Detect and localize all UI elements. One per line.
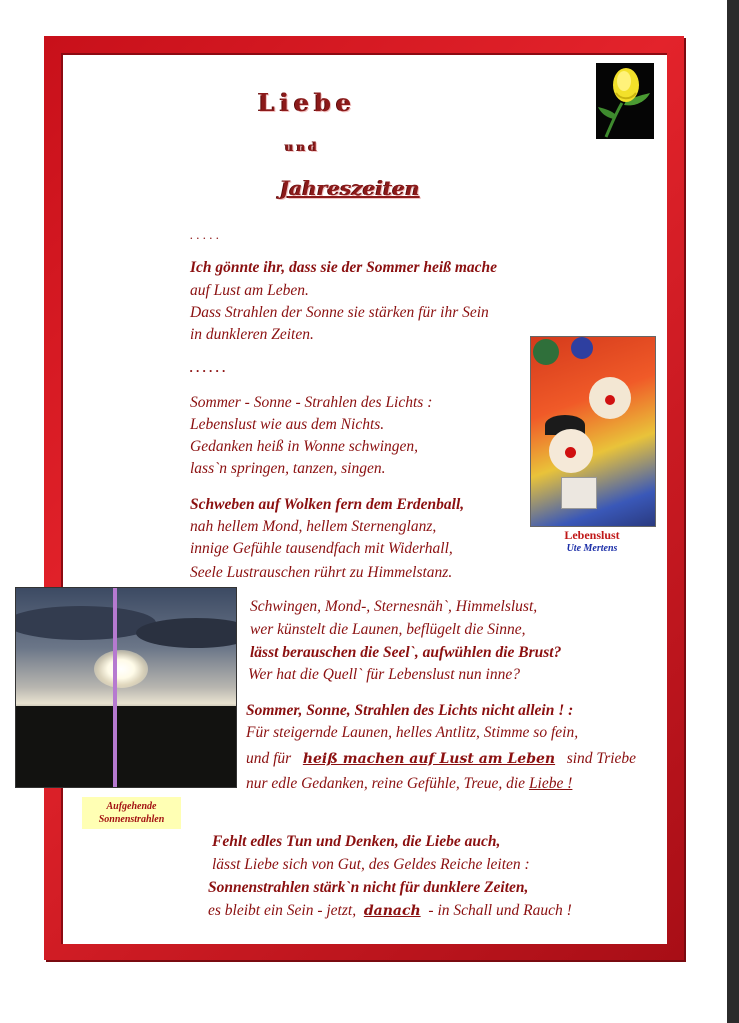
stanza1-line2: auf Lust am Leben. bbox=[190, 282, 309, 299]
stanza2-line1: Sommer - Sonne - Strahlen des Lichts : bbox=[190, 394, 433, 411]
stanza4-line4: Wer hat die Quell` für Lebenslust nun inne? bbox=[248, 666, 520, 683]
stanza6-danach: danach bbox=[363, 903, 421, 919]
sunrise-photo-image bbox=[15, 587, 237, 788]
title-und: und bbox=[285, 140, 320, 154]
clown-caption-title: Lebenslust bbox=[564, 528, 620, 542]
stanza6-line4-start: es bleibt ein Sein - jetzt, bbox=[208, 902, 357, 919]
sunrise-caption-line2: Sonnenstrahlen bbox=[98, 814, 165, 825]
stanza6-line1: Fehlt edles Tun und Denken, die Liebe auch, bbox=[212, 833, 501, 850]
stanza4-line2: wer künstelt die Launen, beflügelt die Sinne, bbox=[250, 621, 526, 638]
sunrise-caption bbox=[82, 797, 181, 829]
stanza5-line3-start: und für bbox=[246, 750, 292, 767]
stanza5-line4-liebe: Liebe ! bbox=[528, 775, 573, 792]
stanza5-line4 bbox=[246, 775, 572, 793]
stanza2-line3: Gedanken heiß in Wonne schwingen, bbox=[190, 438, 419, 455]
ellipsis-1: . . . . . bbox=[190, 227, 220, 242]
stanza6-line4-end: - in Schall und Rauch ! bbox=[428, 902, 572, 919]
title-jahreszeiten: Jahreszeiten bbox=[280, 176, 420, 200]
stanza1-line1: Ich gönnte ihr, dass sie der Sommer heiß mache bbox=[190, 259, 498, 276]
stanza2-line4: lass`n springen, tanzen, singen. bbox=[190, 460, 386, 477]
stanza3-line2: nah hellem Mond, hellem Sternenglanz, bbox=[190, 518, 437, 535]
clown-caption-artist: Ute Mertens bbox=[566, 543, 618, 554]
stanza4-line3: lässt berauschen die Seel`, aufwühlen die Brust? bbox=[250, 644, 562, 661]
stanza2-line2: Lebenslust wie aus dem Nichts. bbox=[190, 416, 385, 433]
ellipsis-2: . . . . . . bbox=[190, 360, 226, 375]
stanza6-line2: lässt Liebe sich von Gut, des Geldes Reiche leiten : bbox=[212, 856, 530, 873]
yellow-rose-image bbox=[596, 63, 654, 139]
stanza3-line4: Seele Lustrauschen rührt zu Himmelstanz. bbox=[190, 564, 453, 581]
stanza5-line3 bbox=[246, 750, 636, 768]
sunrise-caption-line1: Aufgehende bbox=[106, 801, 157, 812]
stanza6-line3: Sonnenstrahlen stärk`n nicht für dunklere Zeiten, bbox=[208, 879, 529, 896]
stanza6-line4 bbox=[208, 902, 572, 920]
stanza5-fancy-phrase: heiß machen auf Lust am Leben bbox=[302, 751, 556, 767]
stanza5-line3-end: sind Triebe bbox=[566, 750, 637, 767]
stanza3-line1: Schweben auf Wolken fern dem Erdenball, bbox=[190, 496, 465, 513]
stanza5-line1: Sommer, Sonne, Strahlen des Lichts nicht allein ! : bbox=[246, 702, 574, 719]
stanza1-line4: in dunkleren Zeiten. bbox=[190, 326, 314, 343]
page-edge bbox=[727, 0, 739, 1023]
stanza5-line4-start: nur edle Gedanken, reine Gefühle, Treue, die bbox=[246, 775, 526, 792]
stanza4-line1: Schwingen, Mond-, Sternesnäh`, Himmelslust, bbox=[250, 598, 538, 615]
title-liebe: Liebe bbox=[258, 88, 357, 117]
stanza1-line3: Dass Strahlen der Sonne sie stärken für ihr Sein bbox=[190, 304, 489, 321]
clown-painting-image bbox=[530, 336, 656, 527]
stanza5-line2: Für steigernde Launen, helles Antlitz, Stimme so fein, bbox=[246, 724, 579, 741]
stanza3-line3: innige Gefühle tausendfach mit Widerhall, bbox=[190, 540, 453, 557]
